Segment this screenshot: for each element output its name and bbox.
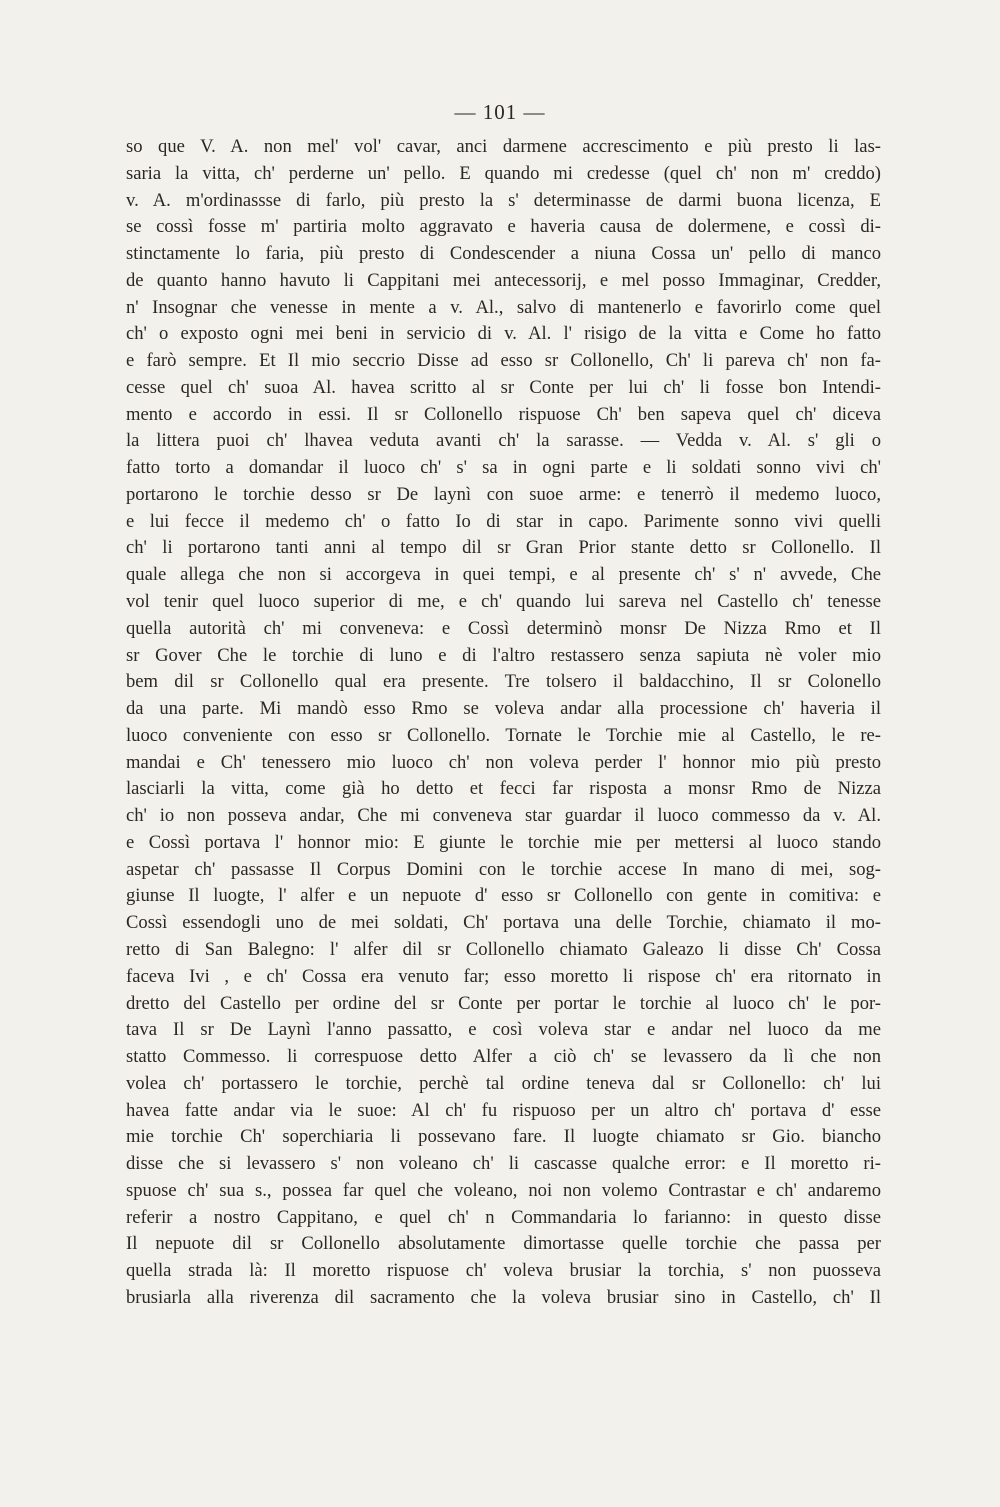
text-line: vol tenir quel luoco superior di me, e ch' quando lui sareva nel Castello ch' tenesse <box>126 591 881 613</box>
text-line: disse che si levassero s' non voleano ch' li cascasse qualche error: e Il moretto ri- <box>126 1153 881 1175</box>
page-number: — 101 — <box>454 100 546 124</box>
text-line: luoco conveniente con esso sr Collonello. Tornate le Torchie mie al Castello, le re- <box>126 724 881 746</box>
text-line: volea ch' portassero le torchie, perchè tal ordine teneva dal sr Collonello: ch' lui <box>126 1072 881 1094</box>
text-line: referir a nostro Cappitano, e quel ch' n Commandaria lo farianno: in questo disse <box>126 1206 881 1228</box>
text-line: mento e accordo in essi. Il sr Collonello rispuose Ch' ben sapeva quel ch' diceva <box>126 403 881 425</box>
text-line: ch' io non posseva andar, Che mi conveneva star guardar il luoco commesso da v. Al. <box>126 805 881 827</box>
text-line: quella autorità ch' mi conveneva: e Cossì determinò monsr De Nizza Rmo et Il <box>126 617 881 639</box>
text-line: so que V. A. non mel' vol' cavar, anci darmene accrescimento e più presto li las- <box>126 136 881 157</box>
text-line: giunse Il luogte, l' alfer e un nepuote d' esso sr Collonello con gente in comitiva: e <box>126 885 881 907</box>
text-line: saria la vitta, ch' perderne un' pello. E quando mi credesse (quel ch' non m' creddo) <box>126 162 881 184</box>
text-line: quale allega che non si accorgeva in quei tempi, e al presente ch' s' n' avvede, Che <box>126 564 881 586</box>
text-line: mandai e Ch' tenessero mio luoco ch' non voleva perder l' honnor mio più presto <box>126 751 881 773</box>
text-line: e farò sempre. Et Il mio seccrio Disse ad esso sr Collonello, Ch' li pareva ch' non fa- <box>126 350 881 372</box>
text-line: spuose ch' sua s., possea far quel che voleano, noi non volemo Contrastar e ch' andaremo <box>126 1179 881 1201</box>
text-line: sr Gover Che le torchie di luno e di l'altro restassero senza sapiuta nè voler mio <box>126 644 881 666</box>
text-line: la littera puoi ch' lhavea veduta avanti ch' la sarasse. — Vedda v. Al. s' gli o <box>126 430 881 452</box>
text-line: retto di San Balegno: l' alfer dil sr Collonello chiamato Galeazo li disse Ch' Cossa <box>126 938 881 960</box>
text-line: Il nepuote dil sr Collonello absolutamente dimortasse quelle torchie che passa per <box>126 1233 881 1255</box>
text-line: da una parte. Mi mandò esso Rmo se voleva andar alla processione ch' haveria il <box>126 698 881 720</box>
text-line: tava Il sr De Laynì l'anno passatto, e così voleva star e andar nel luoco da me <box>126 1019 881 1041</box>
text-line: cesse quel ch' suoa Al. havea scritto al sr Conte per lui ch' li fosse bon Intendi- <box>126 376 881 398</box>
text-line: bem dil sr Collonello qual era presente. Tre tolsero il baldacchino, Il sr Colonello <box>126 671 881 693</box>
text-line: havea fatte andar via le suoe: Al ch' fu rispuoso per un altro ch' portava d' esse <box>126 1099 881 1121</box>
text-line: quella strada là: Il moretto rispuose ch' voleva brusiar la torchia, s' non puosseva <box>126 1260 881 1282</box>
text-line: fatto torto a domandar il luoco ch' s' sa in ogni parte e li soldati sonno vivi ch' <box>126 457 881 479</box>
text-line: ch' li portarono tanti anni al tempo dil sr Gran Prior stante detto sr Collonello. Il <box>126 537 881 559</box>
text-line: aspetar ch' passasse Il Corpus Domini con le torchie accese In mano di mei, sog- <box>126 858 881 880</box>
text-line: portarono le torchie desso sr De laynì con suoe arme: e tenerrò il medemo luoco, <box>126 483 881 505</box>
text-line: stinctamente lo faria, più presto di Condescender a niuna Cossa un' pello di manco <box>126 243 881 265</box>
text-line: dretto del Castello per ordine del sr Conte per portar le torchie al luoco ch' le por- <box>126 992 881 1014</box>
text-line: brusiarla alla riverenza dil sacramento che la voleva brusiar sino in Castello, ch' Il <box>126 1286 881 1308</box>
text-line: mie torchie Ch' soperchiaria li possevano fare. Il luogte chiamato sr Gio. biancho <box>126 1126 881 1148</box>
text-line: n' Insognar che venesse in mente a v. Al., salvo di mantenerlo e favorirlo come quel <box>126 296 881 318</box>
text-line: e Cossì portava l' honnor mio: E giunte le torchie mie per mettersi al luoco stando <box>126 831 881 853</box>
text-line: Cossì essendogli uno de mei soldati, Ch' portava una delle Torchie, chiamato il mo- <box>126 912 881 934</box>
text-line: v. A. m'ordinassse di farlo, più presto la s' determinasse de darmi buona licenza, E <box>126 189 881 211</box>
body-text <box>126 134 881 1312</box>
text-line: ch' o exposto ogni mei beni in servicio di v. Al. l' risigo de la vitta e Come ho fatto <box>126 323 881 345</box>
text-line: faceva Ivi , e ch' Cossa era venuto far; esso moretto li rispose ch' era ritornato in <box>126 965 881 987</box>
text-line: de quanto hanno havuto li Cappitani mei antecessorij, e mel posso Immaginar, Credder, <box>126 269 881 291</box>
text-line: e lui fecce il medemo ch' o fatto Io di star in capo. Parimente sonno vivi quelli <box>126 510 881 532</box>
text-line: se cossì fosse m' partiria molto aggravato e haveria causa de dolermene, e cossì di- <box>126 216 881 238</box>
text-line: lasciarli la vitta, come già ho detto et fecci far risposta a monsr Rmo de Nizza <box>126 778 881 800</box>
text-line: statto Commesso. li correspuose detto Alfer a ciò ch' se levassero da lì che non <box>126 1046 881 1068</box>
